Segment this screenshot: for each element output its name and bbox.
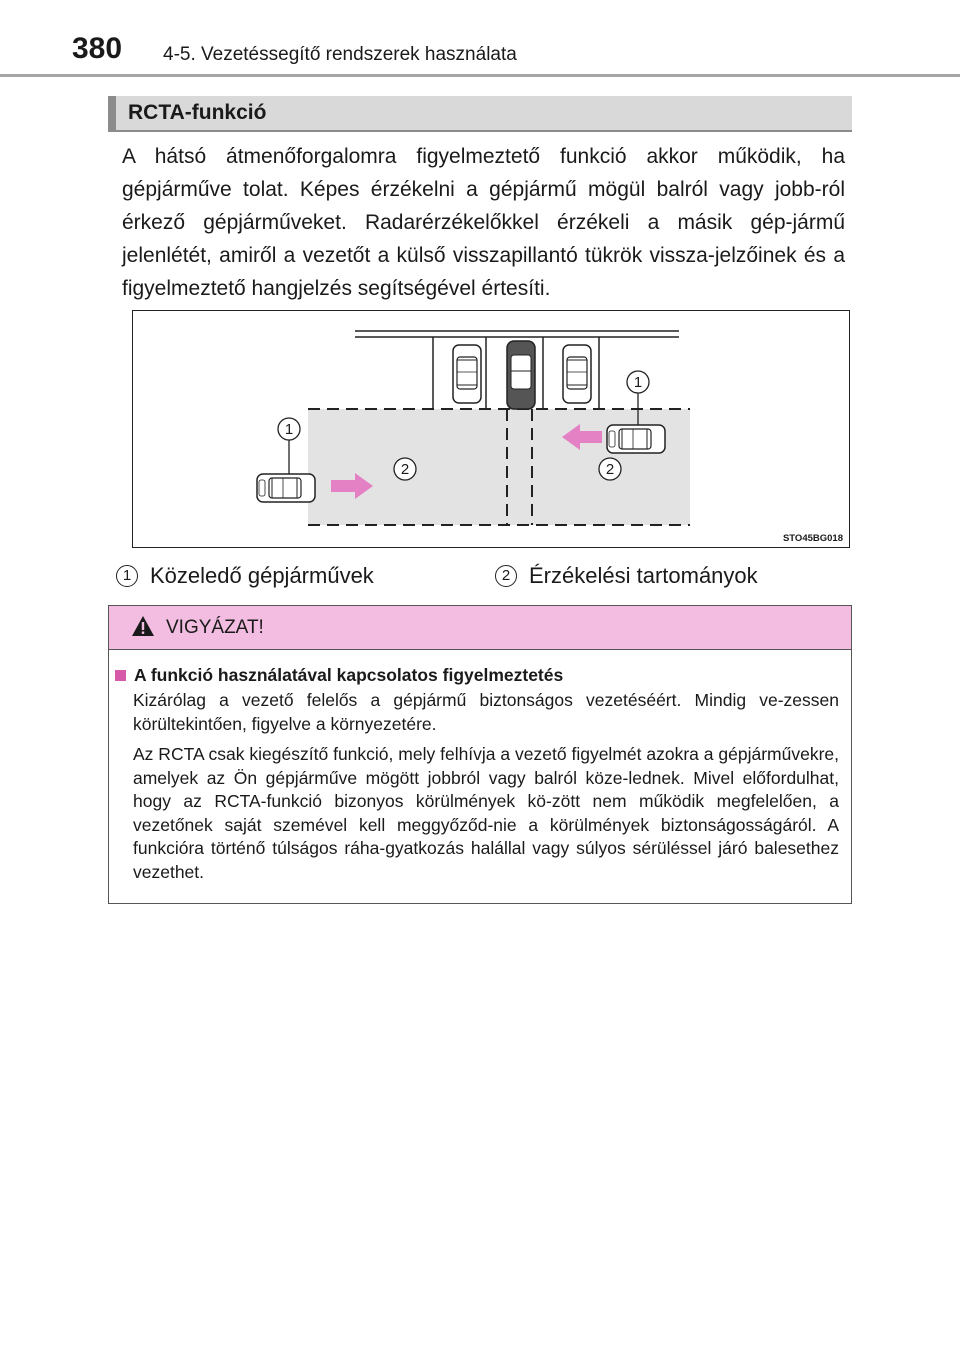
legend-number: 1 <box>116 565 138 587</box>
legend-item-1 <box>116 563 374 589</box>
own-vehicle <box>507 341 535 409</box>
section-heading-accent <box>108 96 116 130</box>
header-divider <box>0 74 960 77</box>
warning-box <box>108 605 852 904</box>
callout-1-left: 1 <box>284 421 294 438</box>
parking-diagram <box>133 311 849 547</box>
page-number: 380 <box>72 32 123 65</box>
section-heading-bar <box>108 96 852 132</box>
legend-item-2 <box>495 563 758 589</box>
approaching-car-right <box>607 425 665 453</box>
warning-header <box>109 606 851 650</box>
figure-code: STO45BG018 <box>782 533 843 544</box>
warning-subheading <box>115 665 563 686</box>
legend-number: 2 <box>495 565 517 587</box>
parked-car-right <box>563 345 591 403</box>
rcta-illustration <box>132 310 850 548</box>
warning-paragraph-1: Kizárólag a vezető felelős a gépjármű biztonságos vezetéséért. Mindig ve-zessen körültekintően, figyelve a környezetére. <box>133 690 839 734</box>
callout-2-right: 2 <box>605 461 615 478</box>
warning-title: VIGYÁZAT! <box>166 617 264 638</box>
chapter-title: 4-5. Vezetéssegítő rendszerek használata <box>163 44 517 65</box>
parked-car-left <box>453 345 481 403</box>
section-body-text: A hátsó átmenőforgalomra figyelmeztető funkció akkor működik, ha gépjárműve tolat. Képes érzékelni a gépjármű mögül balról vagy jobb-ról érkező gépjárműveket. Radarérzékelőkkel érzékeli a másik gép-jármű jelenlétét, amiről a vezetőt a külső visszapillantó tükrök vissza-jelzőinek és a figyelmeztető hangjelzés segítségével értesíti. <box>122 145 845 300</box>
legend-label: Közeledő gépjárművek <box>150 563 374 588</box>
approaching-car-left <box>257 474 315 502</box>
callout-1-right: 1 <box>633 374 643 391</box>
legend-label: Érzékelési tartományok <box>529 563 758 588</box>
section-title: RCTA-funkció <box>128 101 267 124</box>
warning-paragraph-2: Az RCTA csak kiegészítő funkció, mely felhívja a vezető figyelmét azokra a gépjárművekre, amelyek az Ön gépjárműve mögött jobbról vagy balról köze-lednek. Mivel előfordulhat, hogy az RCTA-funkció bizonyos körülmények kö-zött nem működik megfelelően, a vezetőnek saját szemével kell meggyőződ-nie a körülmények biztonságosságáról. A funkcióra történő túlságos ráha-gyatkozás halállal vagy súlyos sérüléssel járó balesethez vezethet. <box>133 744 839 882</box>
square-bullet-icon <box>115 670 126 681</box>
warning-triangle-icon <box>131 615 155 637</box>
warning-subheading-text: A funkció használatával kapcsolatos figyelmeztetés <box>134 665 564 685</box>
callout-2-left: 2 <box>400 461 410 478</box>
